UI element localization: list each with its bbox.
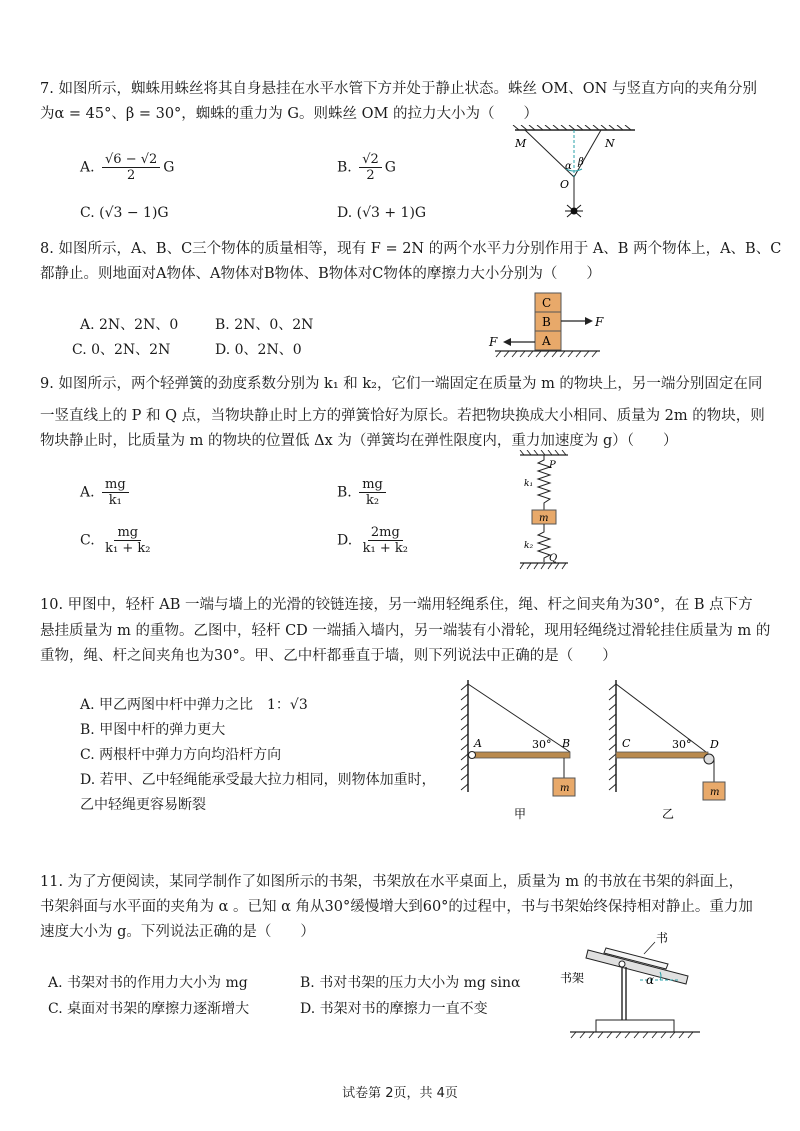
svg-text:M: M — [515, 137, 527, 150]
hinge-icon — [469, 752, 476, 759]
svg-text:A: A — [474, 737, 482, 750]
q7-spider-figure — [505, 125, 645, 225]
svg-text:B: B — [562, 737, 571, 750]
svg-text:β: β — [578, 157, 584, 168]
svg-text:F: F — [595, 315, 604, 329]
rod-cd — [616, 752, 708, 758]
q9-option-d[interactable]: D. $\frac{2mg}{\text{k₁ + k₂}}$ — [337, 525, 414, 556]
shelf-board — [586, 950, 688, 984]
q9-option-c[interactable]: C. $\frac{mg}{\text{k₁ + k₂}}$ — [80, 525, 156, 556]
svg-text:m: m — [539, 513, 549, 524]
q7-stem-line2: 为α = 45°、β = 30°，蜘蛛的重力为 G。则蛛丝 OM 的拉力大小为（ ） — [40, 106, 538, 122]
pulley-icon — [704, 754, 714, 764]
q8-stem-line1: 8. 如图所示，A、B、C三个物体的质量相等，现有 F = 2N 的两个水平力分别作用于 A、B 两个物体上，A、B、C — [40, 241, 782, 257]
svg-text:m: m — [710, 787, 720, 798]
q11-option-c[interactable]: C. 桌面对书架的摩擦力逐渐增大 — [48, 1001, 250, 1017]
q11-bookshelf-figure — [560, 928, 710, 1043]
svg-text:C: C — [542, 296, 552, 310]
q11-option-b[interactable]: B. 书对书架的压力大小为 mg sinα — [300, 975, 521, 991]
q10-figure-yi — [600, 672, 740, 832]
svg-text:乙: 乙 — [662, 807, 675, 821]
q10-stem-line2: 悬挂质量为 m 的重物。乙图中，轻杆 CD 一端插入墙内，另一端装有小滑轮，现用轻绳绕过滑轮挂住质量为 m 的 — [40, 623, 771, 639]
q10-option-b[interactable]: B. 甲图中杆的弹力更大 — [80, 722, 226, 738]
q11-stem-line1: 11. 为了方便阅读，某同学制作了如图所示的书架，书架放在水平桌面上，质量为 m 的书放在书架的斜面上， — [40, 874, 744, 890]
svg-text:A: A — [542, 334, 551, 348]
q9-option-c-fraction: $\frac{mg}{\text{k₁ + k₂}}$ — [105, 525, 151, 556]
page-footer: 试卷第 2页，共 4页 — [342, 1086, 458, 1101]
q8-option-a[interactable]: A. 2N、2N、0 — [80, 317, 179, 333]
q9-option-d-fraction: $\frac{2mg}{\text{k₁ + k₂}}$ — [362, 525, 408, 556]
q8-stem-line2: 都静止。则地面对A物体、A物体对B物体、B物体对C物体的摩擦力大小分别为（ ） — [40, 266, 601, 282]
q10-stem-line3: 重物，绳、杆之间夹角也为30°。甲、乙中杆都垂直于墙，则下列说法中正确的是（ ） — [40, 648, 617, 664]
force-arrow-left-icon — [503, 338, 511, 346]
q7-option-a[interactable]: A. $\frac{√6 - √2}{2}$ G — [80, 152, 175, 183]
q9-stem-line3: 物块静止时，比质量为 m 的物块的位置低 Δx 为（弹簧均在弹性限度内，重力加速度为 g）（ ） — [40, 433, 678, 449]
q10-option-d-line1[interactable]: D. 若甲、乙中轻绳能承受最大拉力相同，则物体加重时， — [80, 772, 436, 788]
svg-text:30°: 30° — [672, 738, 692, 751]
svg-text:α: α — [565, 161, 572, 172]
force-arrow-right-icon — [585, 317, 593, 325]
q9-stem-line2: 一竖直线上的 P 和 Q 点，当物块静止时上方的弹簧恰好为原长。若把物块换成大小相同、质量为 2m 的物块，则 — [40, 408, 765, 424]
desk-base — [596, 1020, 674, 1032]
q7-stem-line1: 7. 如图所示，蜘蛛用蛛丝将其自身悬挂在水平水管下方并处于静止状态。蛛丝 OM、ON 与竖直方向的夹角分别 — [40, 81, 757, 97]
q8-option-b[interactable]: B. 2N、0、2N — [215, 317, 314, 333]
q10-option-d-line2: 乙中轻绳更容易断裂 — [80, 797, 206, 813]
svg-text:30°: 30° — [532, 738, 552, 751]
svg-text:k₂: k₂ — [524, 541, 534, 551]
q8-option-d[interactable]: D. 0、2N、0 — [215, 342, 302, 358]
svg-text:α: α — [646, 973, 655, 987]
svg-text:O: O — [560, 178, 570, 191]
q10-stem-line1: 10. 甲图中，轻杆 AB 一端与墙上的光滑的铰链连接，另一端用轻绳系住，绳、杆之间夹角为30°，在 B 点下方 — [40, 597, 753, 613]
q7-option-b-fraction: $\frac{√2}{2}$ — [359, 152, 382, 183]
svg-text:P: P — [549, 460, 556, 471]
svg-text:N: N — [605, 137, 615, 150]
q7-option-c[interactable]: C. (√3 − 1)G — [80, 205, 169, 221]
q10-option-a[interactable]: A. 甲乙两图中杆中弹力之比 1：√3 — [80, 697, 308, 713]
q9-option-b-fraction: $\frac{mg}{\text{k₂}}$ — [359, 477, 386, 508]
q11-stem-line2: 书架斜面与水平面的夹角为 α 。已知 α 角从30°缓慢增大到60°的过程中，书与书架始终保持相对静止。重力加 — [40, 899, 753, 915]
rod-ab — [470, 752, 570, 758]
q7-option-d[interactable]: D. (√3 + 1)G — [337, 205, 427, 221]
q10-figure-jia — [452, 672, 592, 832]
q7-option-b[interactable]: B. $\frac{√2}{2}$ G — [337, 152, 396, 183]
q11-option-d[interactable]: D. 书架对书的摩擦力一直不变 — [300, 1001, 488, 1017]
q7-option-a-fraction: $\frac{√6 - √2}{2}$ — [102, 152, 160, 183]
svg-text:甲: 甲 — [514, 807, 527, 821]
q9-stem-line1: 9. 如图所示，两个轻弹簧的劲度系数分别为 k₁ 和 k₂，它们一端固定在质量为 m 的物块上，另一端分别固定在同 — [40, 376, 763, 392]
svg-text:F: F — [489, 335, 498, 349]
q11-stem-line3: 速度大小为 g。下列说法正确的是（ ） — [40, 924, 315, 940]
svg-text:B: B — [542, 315, 551, 329]
svg-text:书: 书 — [656, 931, 669, 945]
svg-text:k₁: k₁ — [524, 479, 534, 489]
svg-text:C: C — [622, 737, 631, 750]
q8-blocks-figure — [485, 290, 615, 360]
svg-text:D: D — [710, 738, 719, 751]
q10-option-c[interactable]: C. 两根杆中弹力方向均沿杆方向 — [80, 747, 282, 763]
svg-text:书架: 书架 — [560, 971, 585, 985]
q9-option-a[interactable]: A. $\frac{mg}{\text{k₁}}$ — [80, 477, 132, 508]
q11-option-a[interactable]: A. 书架对书的作用力大小为 mg — [48, 975, 248, 991]
svg-text:m: m — [560, 783, 570, 794]
svg-text:Q: Q — [549, 553, 558, 564]
q9-option-b[interactable]: B. $\frac{mg}{\text{k₂}}$ — [337, 477, 389, 508]
q9-spring-figure — [510, 450, 585, 575]
q9-option-a-fraction: $\frac{mg}{\text{k₁}}$ — [102, 477, 129, 508]
q8-option-c[interactable]: C. 0、2N、2N — [72, 342, 171, 358]
